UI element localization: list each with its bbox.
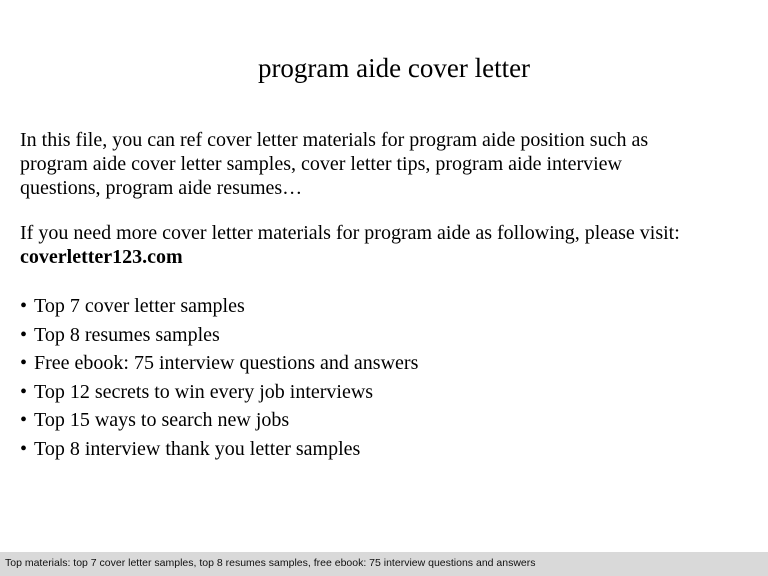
bullet-icon: • xyxy=(20,409,28,431)
list-item-text: Top 15 ways to search new jobs xyxy=(34,409,290,431)
list-item xyxy=(20,378,418,407)
bullet-icon: • xyxy=(20,380,28,403)
visit-text: If you need more cover letter materials for program aide as following, please visit: xyxy=(20,222,680,244)
list-item xyxy=(20,406,418,435)
list-item-text: Top 12 secrets to win every job interviews xyxy=(34,380,374,403)
list-item-text: Top 8 interview thank you letter samples xyxy=(34,437,361,460)
bullet-icon: • xyxy=(20,352,28,374)
slide-title: program aide cover letter xyxy=(257,53,531,83)
list-item xyxy=(20,321,418,350)
list-item xyxy=(20,349,418,378)
list-item-text: Top 8 resumes samples xyxy=(34,323,220,346)
intro-line: program aide cover letter samples, cover letter tips, program aide interview xyxy=(20,153,622,175)
list-item-text: Top 7 cover letter samples xyxy=(34,295,245,317)
bullet-icon: • xyxy=(20,295,28,317)
visit-paragraph xyxy=(20,221,750,269)
bullet-icon: • xyxy=(20,323,28,346)
website-link[interactable]: coverletter123.com xyxy=(20,246,183,268)
footer-text: Top materials: top 7 cover letter samples, top 8 resumes samples, free ebook: 75 interview questions and answers xyxy=(5,557,536,569)
intro-paragraph xyxy=(20,128,750,200)
intro-line: In this file, you can ref cover letter materials for program aide position such as xyxy=(20,129,649,151)
list-item xyxy=(20,435,418,464)
intro-line: questions, program aide resumes… xyxy=(20,177,303,199)
materials-list xyxy=(20,292,418,463)
bullet-icon: • xyxy=(20,437,28,460)
list-item-text: Free ebook: 75 interview questions and answers xyxy=(34,352,419,374)
list-item xyxy=(20,292,418,321)
